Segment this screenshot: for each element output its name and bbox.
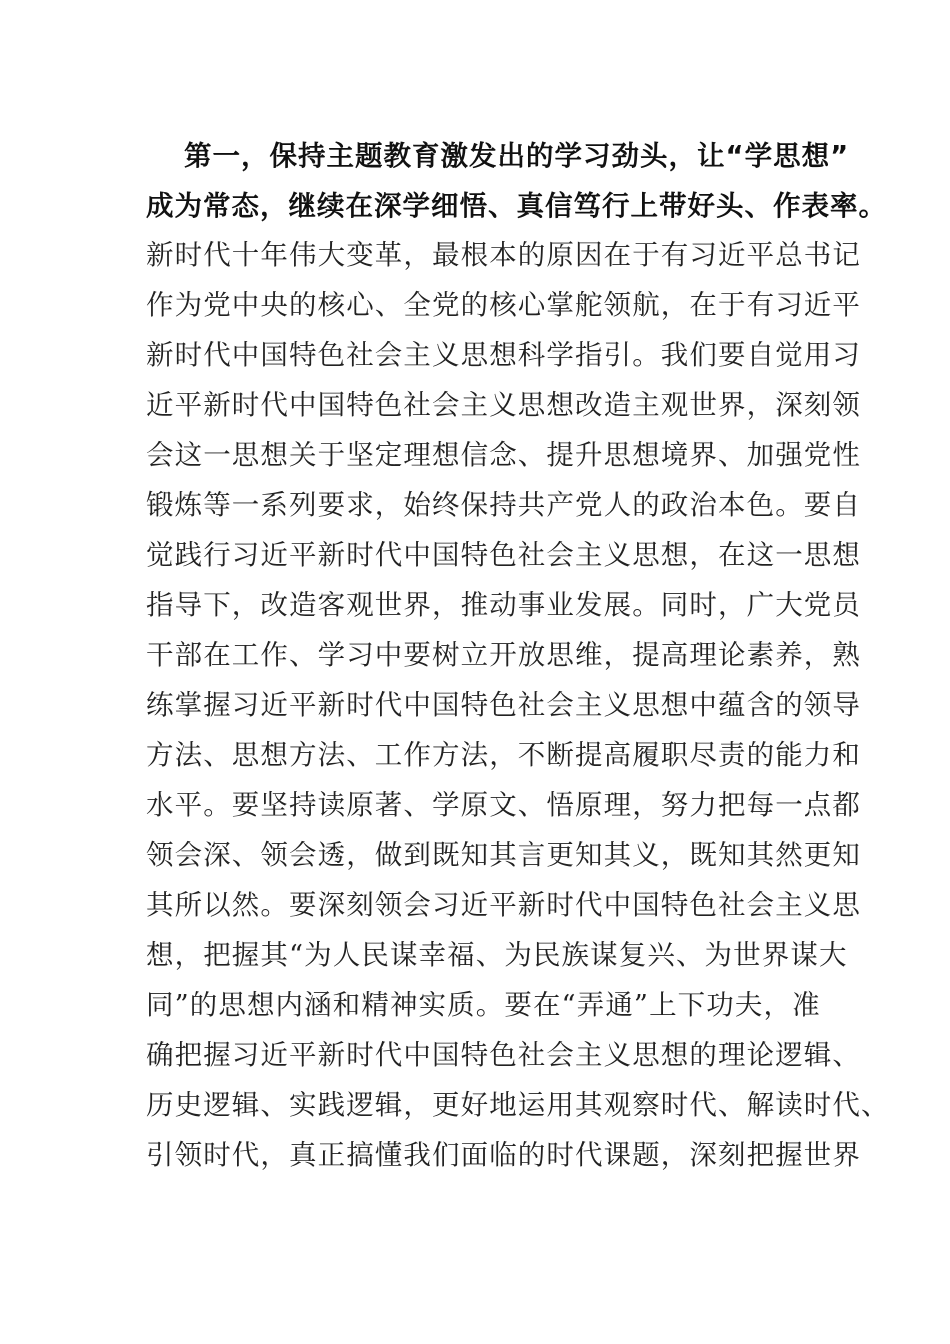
body-line: 确把握习近平新时代中国特色社会主义思想的理论逻辑、 bbox=[146, 1039, 861, 1071]
body-line: 同”的思想内涵和精神实质。要在“弄通”上下功夫，准 bbox=[146, 989, 821, 1021]
body-line: 干部在工作、学习中要树立开放思维，提高理论素养，熟 bbox=[146, 639, 861, 671]
heading-line-2: 成为常态，继续在深学细悟、真信笃行上带好头、作表率。 bbox=[146, 190, 887, 222]
body-line: 新时代十年伟大变革，最根本的原因在于有习近平总书记 bbox=[146, 239, 861, 271]
body-line: 引领时代，真正搞懂我们面临的时代课题，深刻把握世界 bbox=[146, 1139, 861, 1171]
body-line: 新时代中国特色社会主义思想科学指引。我们要自觉用习 bbox=[146, 339, 861, 371]
body-line: 水平。要坚持读原著、学原文、悟原理，努力把每一点都 bbox=[146, 789, 861, 821]
body-line: 作为党中央的核心、全党的核心掌舵领航，在于有习近平 bbox=[146, 289, 861, 321]
body-line: 指导下，改造客观世界，推动事业发展。同时，广大党员 bbox=[146, 589, 861, 621]
body-line: 近平新时代中国特色社会主义思想改造主观世界，深刻领 bbox=[146, 389, 861, 421]
body-line: 锻炼等一系列要求，始终保持共产党人的政治本色。要自 bbox=[146, 489, 861, 521]
body-line: 想，把握其“为人民谋幸福、为民族谋复兴、为世界谋大 bbox=[146, 939, 848, 971]
body-line: 其所以然。要深刻领会习近平新时代中国特色社会主义思 bbox=[146, 889, 861, 921]
body-line: 领会深、领会透，做到既知其言更知其义，既知其然更知 bbox=[146, 839, 861, 871]
body-line: 练掌握习近平新时代中国特色社会主义思想中蕴含的领导 bbox=[146, 689, 861, 721]
body-line: 历史逻辑、实践逻辑，更好地运用其观察时代、解读时代、 bbox=[146, 1089, 890, 1121]
body-line: 方法、思想方法、工作方法，不断提高履职尽责的能力和 bbox=[146, 739, 861, 771]
body-line: 觉践行习近平新时代中国特色社会主义思想，在这一思想 bbox=[146, 539, 861, 571]
heading-line-1: 第一，保持主题教育激发出的学习劲头，让“学思想” bbox=[184, 140, 850, 172]
body-line: 会这一思想关于坚定理想信念、提升思想境界、加强党性 bbox=[146, 439, 861, 471]
